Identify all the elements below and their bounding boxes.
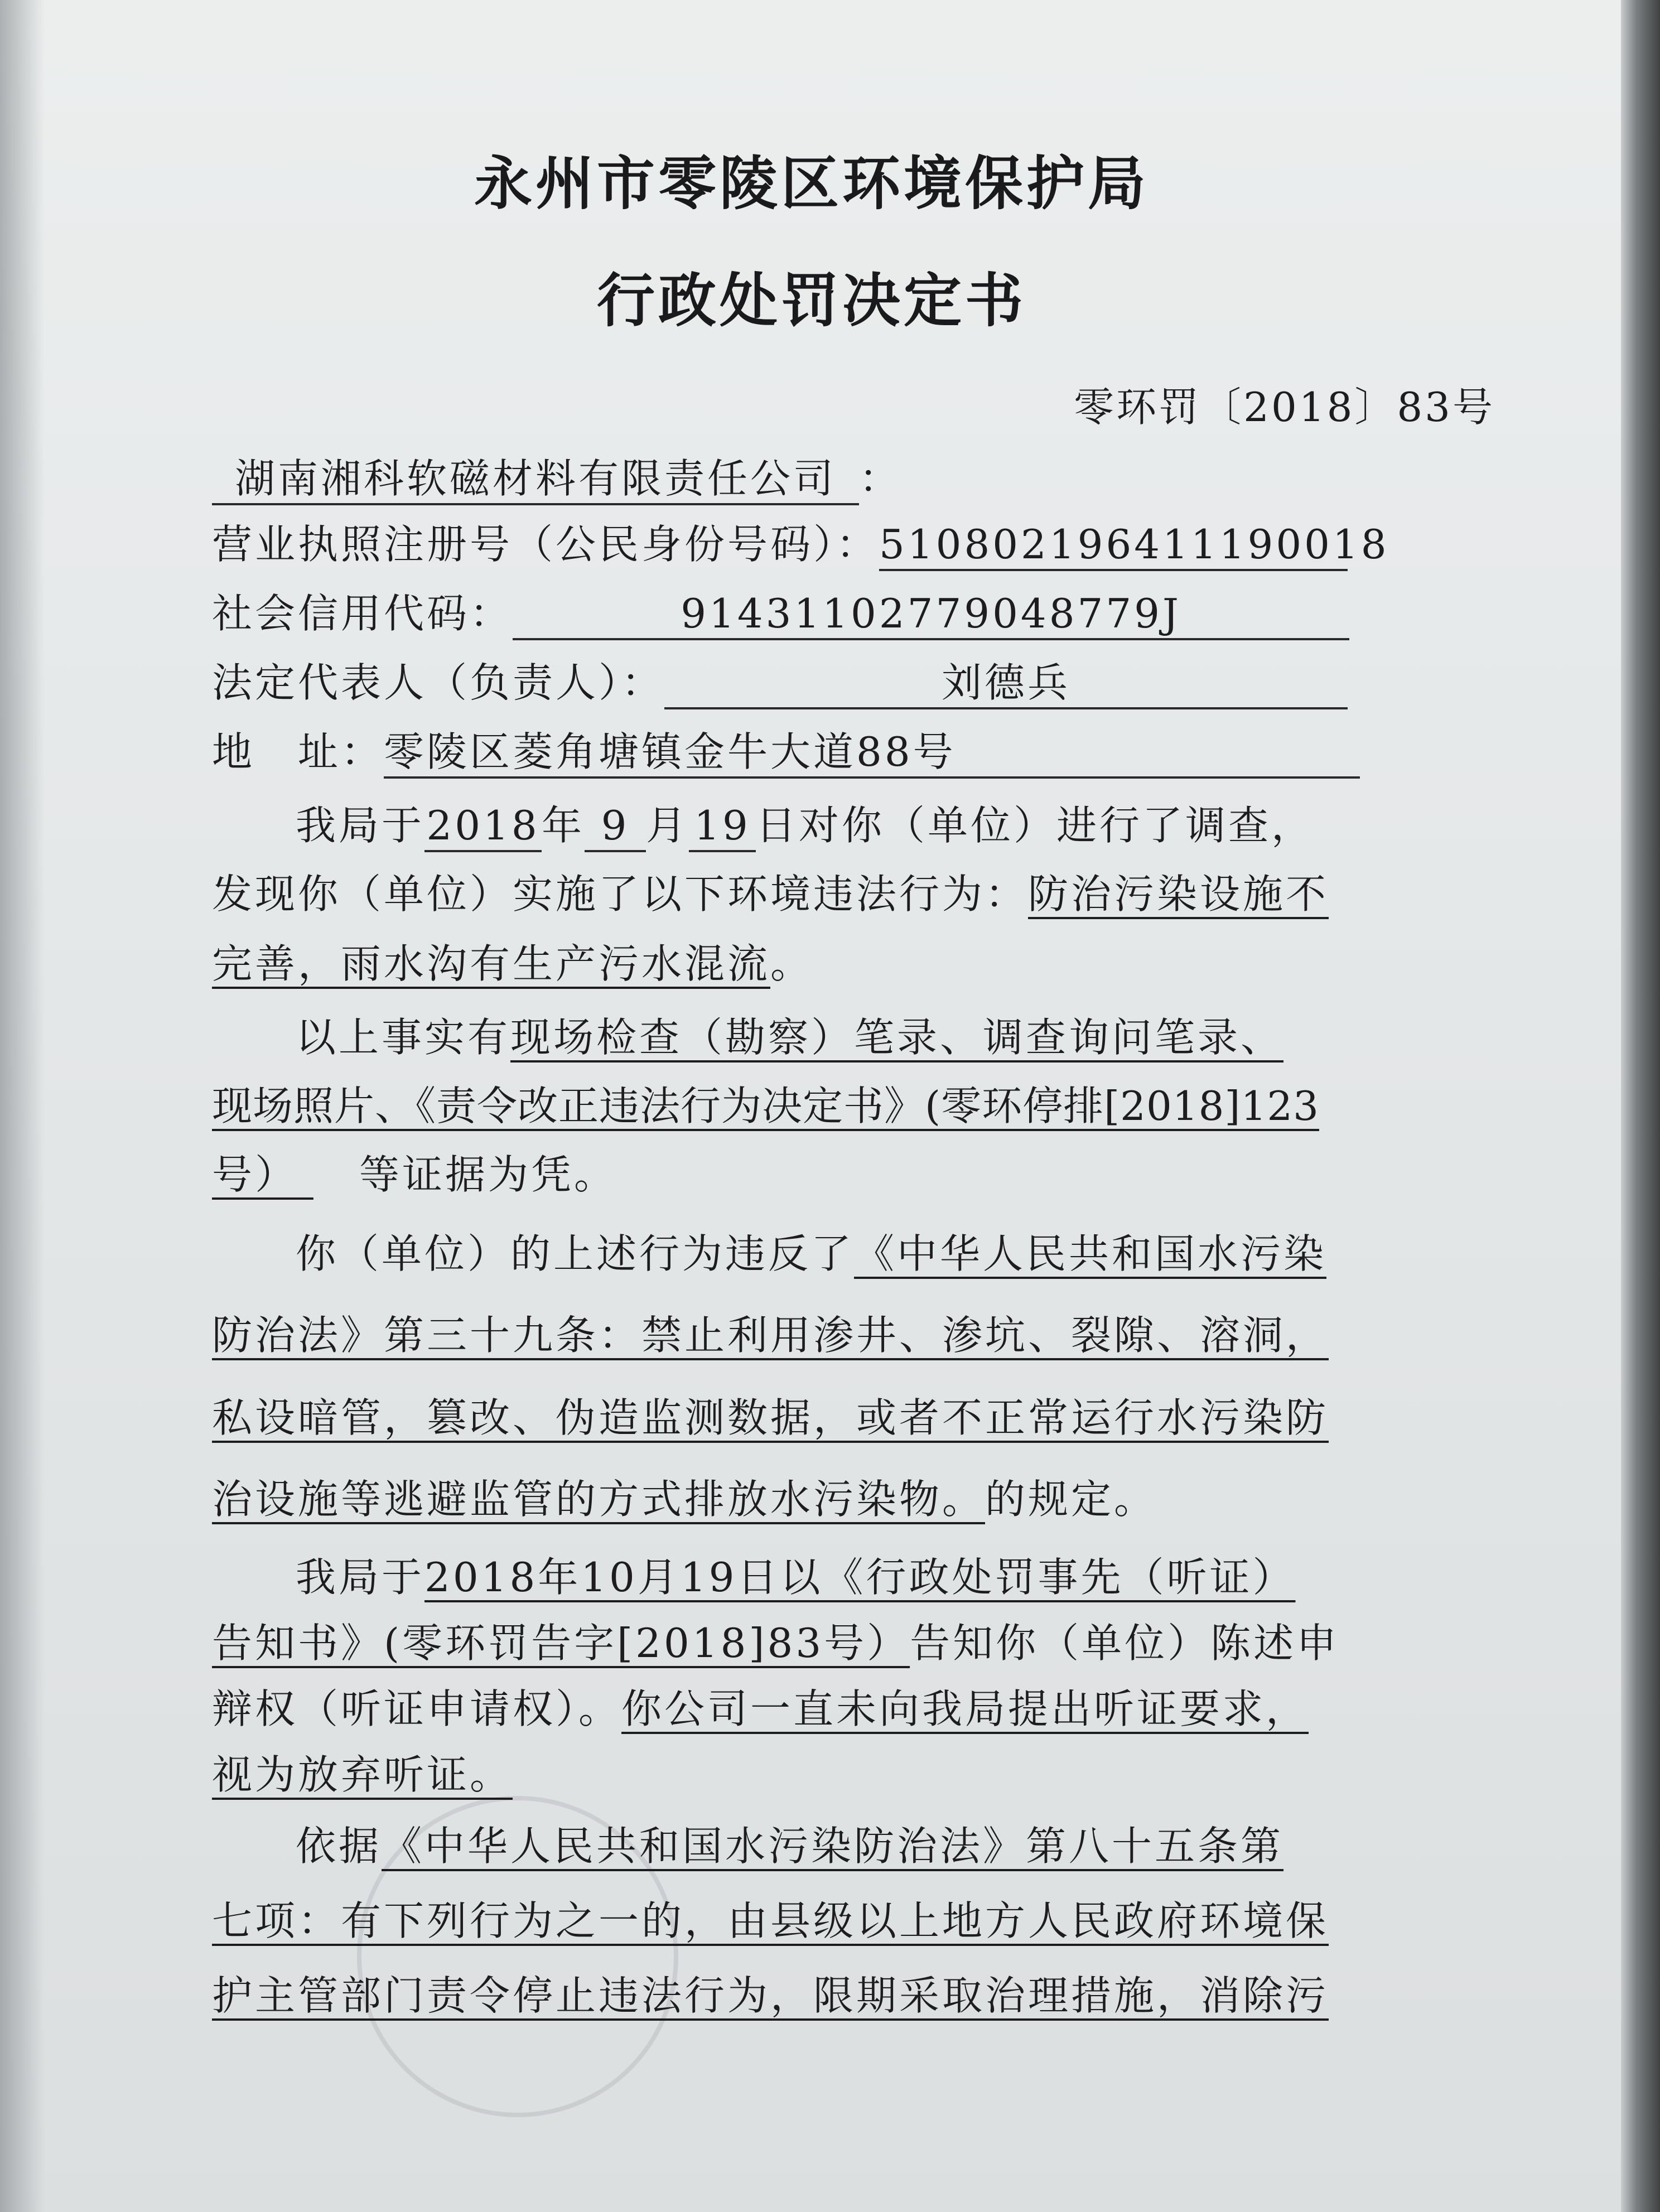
address-value: 零陵区菱角塘镇金牛大道88号 xyxy=(384,725,1360,779)
document-number: 零环罚〔2018〕83号 xyxy=(1074,384,1495,431)
evidence-line-2: 现场照片、《责令改正违法行为决定书》(零环停排[2018]123 xyxy=(212,1083,1319,1129)
agency-title: 永州市零陵区环境保护局 xyxy=(474,149,1149,218)
legal-basis-line-1: 依据《中华人民共和国水污染防治法》第八十五条第 xyxy=(296,1823,1284,1870)
evidence-line-1: 以上事实有现场检查（勘察）笔录、调查询问笔录、 xyxy=(296,1014,1284,1061)
address-line xyxy=(212,725,1361,779)
representative-line xyxy=(212,656,1361,709)
license-label: 营业执照注册号（公民身份号码）： xyxy=(212,521,880,568)
hearing-notice-line-1: 我局于2018年10月19日以《行政处罚事先（听证） xyxy=(296,1554,1296,1601)
law-violated-line-4: 治设施等逃避监管的方式排放水污染物。的规定。 xyxy=(212,1476,1157,1523)
credit-label: 社会信用代码： xyxy=(212,590,513,637)
credit-line xyxy=(212,587,1361,640)
license-number: 510802196411190018 xyxy=(879,518,1348,571)
representative-label: 法定代表人（负责人）： xyxy=(212,659,665,706)
legal-basis-line-3: 护主管部门责令停止违法行为，限期采取治理措施，消除污 xyxy=(212,1972,1329,2019)
hearing-notice-line-4: 视为放弃听证。 xyxy=(212,1751,513,1798)
violation-line-1: 发现你（单位）实施了以下环境违法行为：防治污染设施不 xyxy=(212,871,1329,917)
credit-code: 91431102779048779J xyxy=(513,587,1349,640)
address-label: 地 址： xyxy=(212,728,384,775)
photo-background-edge xyxy=(1621,0,1660,2212)
violation-line-2: 完善，雨水沟有生产污水混流。 xyxy=(212,940,814,987)
company-name: 湖南湘科软磁材料有限责任公司 xyxy=(212,452,859,505)
hearing-notice-line-3: 辩权（听证申请权）。你公司一直未向我局提出听证要求， xyxy=(212,1685,1309,1732)
document-title: 行政处罚决定书 xyxy=(596,267,1026,335)
representative-name: 刘德兵 xyxy=(664,656,1348,709)
company-line: 湖南湘科软磁材料有限责任公司 ： xyxy=(212,452,1361,505)
law-violated-line-3: 私设暗管，篡改、伪造监测数据，或者不正常运行水污染防 xyxy=(212,1394,1329,1441)
license-line xyxy=(212,518,1389,571)
legal-basis-line-2: 七项：有下列行为之一的，由县级以上地方人民政府环境保 xyxy=(212,1897,1329,1944)
paragraph-investigation: 我局于2018年 9 月 19 日对你（单位）进行了调查， xyxy=(296,799,1361,852)
evidence-line-3: 号） 等证据为凭。 xyxy=(212,1151,617,1198)
hearing-notice-line-2: 告知书》(零环罚告字[2018]83号）告知你（单位）陈述申 xyxy=(212,1620,1340,1667)
law-violated-line-2: 防治法》第三十九条：禁止利用渗井、渗坑、裂隙、溶洞， xyxy=(212,1312,1329,1359)
law-violated-line-1: 你（单位）的上述行为违反了《中华人民共和国水污染 xyxy=(296,1230,1327,1277)
